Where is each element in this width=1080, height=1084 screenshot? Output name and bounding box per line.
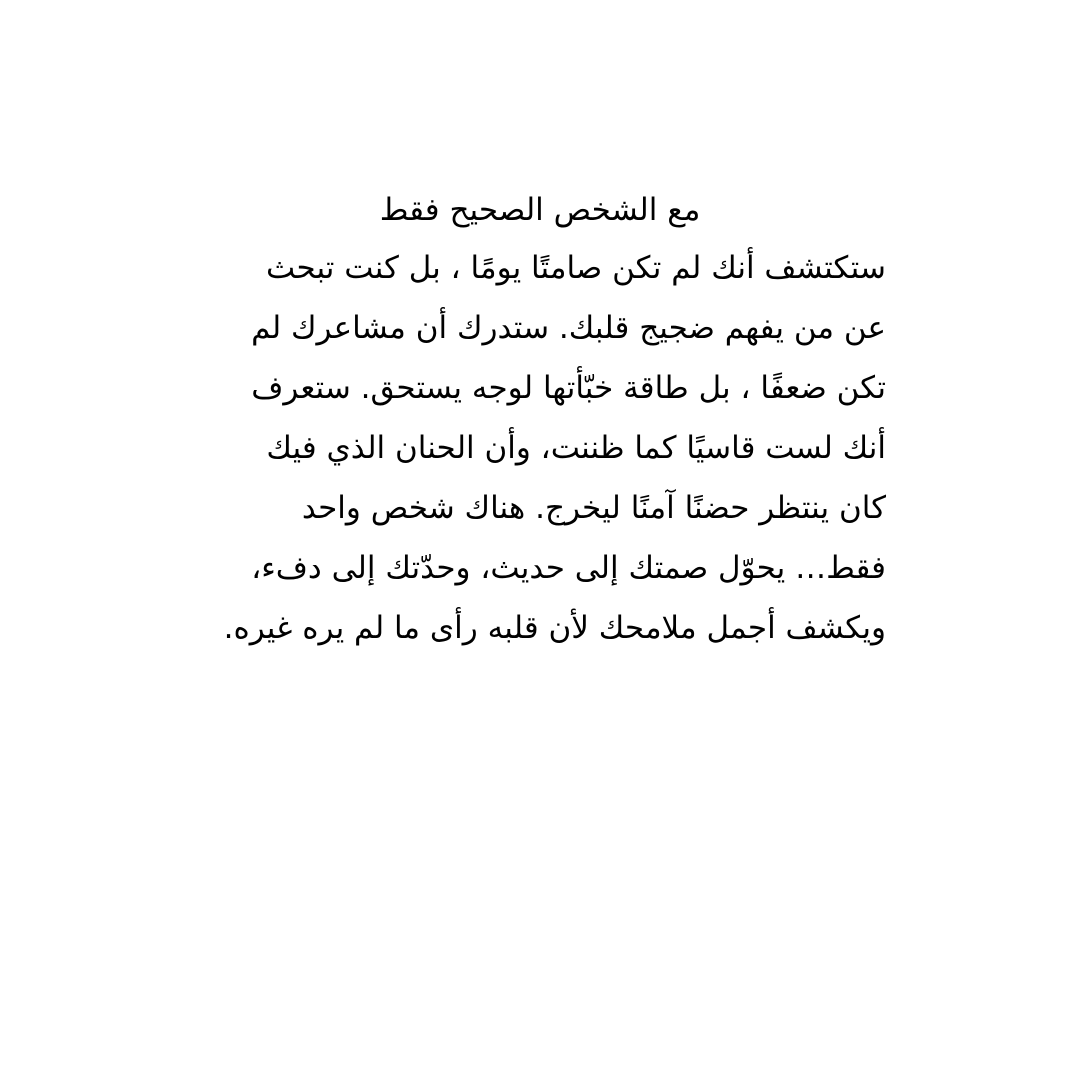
text-line-3: تكن ضعفًا ، بل طاقة خبّأتها لوجه يستحق. ستعرف bbox=[251, 370, 886, 406]
text-block bbox=[170, 182, 910, 658]
text-line-4: أنك لست قاسيًا كما ظننت، وأن الحنان الذي فيك bbox=[266, 430, 886, 466]
text-line-5: كان ينتظر حضنًا آمنًا ليخرج. هناك شخص واحد bbox=[301, 490, 886, 526]
text-line-1: ستكتشف أنك لم تكن صامتًا يومًا ، بل كنت تبحث bbox=[266, 250, 886, 286]
post-title: مع الشخص الصحيح فقط bbox=[379, 192, 701, 228]
text-line-6: فقط… يحوّل صمتك إلى حديث، وحدّتك إلى دفء، bbox=[251, 550, 886, 586]
text-line-7: ويكشف أجمل ملامحك لأن قلبه رأى ما لم يره غيره. bbox=[223, 610, 886, 646]
text-line-2: عن من يفهم ضجيج قلبك. ستدرك أن مشاعرك لم bbox=[251, 310, 886, 346]
